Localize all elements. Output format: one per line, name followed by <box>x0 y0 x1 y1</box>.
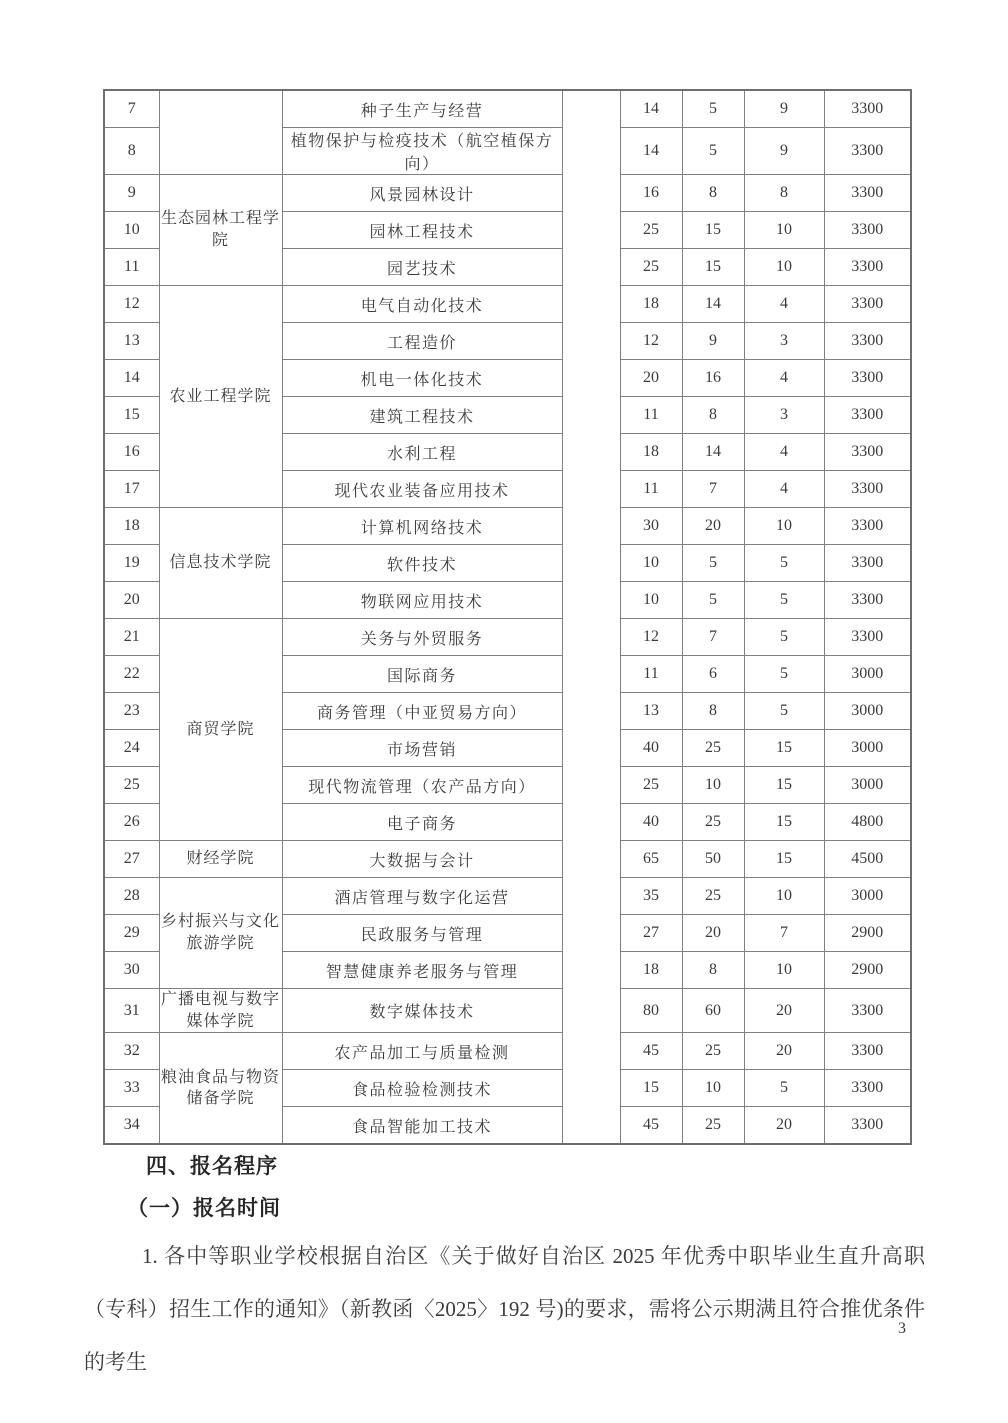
num-cell-3: 5 <box>744 656 824 693</box>
num-cell-1: 10 <box>620 582 682 619</box>
num-cell-4: 2900 <box>824 952 911 989</box>
row-number-cell: 9 <box>104 175 159 212</box>
num-cell-4: 3300 <box>824 471 911 508</box>
num-cell-3: 5 <box>744 619 824 656</box>
num-cell-2: 15 <box>682 212 744 249</box>
num-cell-3: 15 <box>744 841 824 878</box>
num-cell-4: 3300 <box>824 434 911 471</box>
num-cell-2: 8 <box>682 175 744 212</box>
major-cell: 大数据与会计 <box>282 841 562 878</box>
num-cell-4: 4800 <box>824 804 911 841</box>
num-cell-1: 10 <box>620 545 682 582</box>
table-row <box>104 175 911 212</box>
num-cell-4: 3300 <box>824 90 911 128</box>
num-cell-3: 10 <box>744 952 824 989</box>
num-cell-3: 10 <box>744 508 824 545</box>
num-cell-2: 8 <box>682 952 744 989</box>
num-cell-3: 3 <box>744 323 824 360</box>
college-cell: 乡村振兴与文化旅游学院 <box>159 878 282 989</box>
major-cell: 数字媒体技术 <box>282 989 562 1033</box>
num-cell-1: 25 <box>620 212 682 249</box>
num-cell-3: 5 <box>744 582 824 619</box>
num-cell-1: 45 <box>620 1033 682 1070</box>
num-cell-4: 3300 <box>824 323 911 360</box>
num-cell-1: 65 <box>620 841 682 878</box>
num-cell-3: 15 <box>744 804 824 841</box>
major-cell: 植物保护与检疫技术（航空植保方向） <box>282 128 562 175</box>
major-cell: 园林工程技术 <box>282 212 562 249</box>
num-cell-3: 3 <box>744 397 824 434</box>
num-cell-1: 18 <box>620 286 682 323</box>
num-cell-2: 25 <box>682 1033 744 1070</box>
num-cell-2: 25 <box>682 1107 744 1145</box>
num-cell-3: 10 <box>744 249 824 286</box>
num-cell-4: 3000 <box>824 656 911 693</box>
row-number-cell: 25 <box>104 767 159 804</box>
major-cell: 民政服务与管理 <box>282 915 562 952</box>
row-number-cell: 34 <box>104 1107 159 1145</box>
row-number-cell: 11 <box>104 249 159 286</box>
row-number-cell: 33 <box>104 1070 159 1107</box>
table-row <box>104 90 911 128</box>
major-cell: 电子商务 <box>282 804 562 841</box>
major-cell: 种子生产与经营 <box>282 90 562 128</box>
num-cell-4: 3000 <box>824 878 911 915</box>
num-cell-4: 3000 <box>824 767 911 804</box>
row-number-cell: 19 <box>104 545 159 582</box>
enrollment-table <box>103 89 912 1145</box>
num-cell-2: 8 <box>682 693 744 730</box>
num-cell-1: 15 <box>620 1070 682 1107</box>
num-cell-2: 5 <box>682 128 744 175</box>
num-cell-4: 3300 <box>824 582 911 619</box>
num-cell-2: 14 <box>682 434 744 471</box>
spacer-cell <box>562 90 620 1144</box>
major-cell: 建筑工程技术 <box>282 397 562 434</box>
major-cell: 计算机网络技术 <box>282 508 562 545</box>
num-cell-2: 6 <box>682 656 744 693</box>
row-number-cell: 27 <box>104 841 159 878</box>
num-cell-4: 3300 <box>824 1070 911 1107</box>
num-cell-2: 5 <box>682 545 744 582</box>
num-cell-4: 3300 <box>824 175 911 212</box>
num-cell-4: 3300 <box>824 128 911 175</box>
row-number-cell: 21 <box>104 619 159 656</box>
major-cell: 园艺技术 <box>282 249 562 286</box>
num-cell-2: 8 <box>682 397 744 434</box>
major-cell: 酒店管理与数字化运营 <box>282 878 562 915</box>
major-cell: 软件技术 <box>282 545 562 582</box>
num-cell-4: 3300 <box>824 397 911 434</box>
num-cell-3: 4 <box>744 434 824 471</box>
num-cell-1: 40 <box>620 804 682 841</box>
num-cell-2: 5 <box>682 582 744 619</box>
num-cell-4: 3000 <box>824 730 911 767</box>
num-cell-2: 15 <box>682 249 744 286</box>
num-cell-2: 25 <box>682 730 744 767</box>
row-number-cell: 16 <box>104 434 159 471</box>
num-cell-2: 60 <box>682 989 744 1033</box>
major-cell: 农产品加工与质量检测 <box>282 1033 562 1070</box>
num-cell-1: 35 <box>620 878 682 915</box>
num-cell-4: 3300 <box>824 212 911 249</box>
num-cell-1: 27 <box>620 915 682 952</box>
table-row <box>104 878 911 915</box>
num-cell-2: 7 <box>682 471 744 508</box>
num-cell-2: 14 <box>682 286 744 323</box>
major-cell: 现代物流管理（农产品方向） <box>282 767 562 804</box>
college-cell: 商贸学院 <box>159 619 282 841</box>
num-cell-1: 25 <box>620 767 682 804</box>
num-cell-2: 10 <box>682 1070 744 1107</box>
row-number-cell: 32 <box>104 1033 159 1070</box>
num-cell-4: 3300 <box>824 1033 911 1070</box>
num-cell-3: 15 <box>744 767 824 804</box>
major-cell: 食品检验检测技术 <box>282 1070 562 1107</box>
row-number-cell: 29 <box>104 915 159 952</box>
num-cell-3: 5 <box>744 545 824 582</box>
num-cell-3: 7 <box>744 915 824 952</box>
page-number: 3 <box>898 1320 906 1337</box>
enrollment-table-body <box>104 90 911 1144</box>
num-cell-2: 16 <box>682 360 744 397</box>
college-cell: 粮油食品与物资储备学院 <box>159 1033 282 1145</box>
num-cell-1: 12 <box>620 619 682 656</box>
num-cell-4: 3300 <box>824 286 911 323</box>
num-cell-1: 11 <box>620 656 682 693</box>
table-row <box>104 619 911 656</box>
num-cell-1: 45 <box>620 1107 682 1145</box>
num-cell-2: 9 <box>682 323 744 360</box>
subsection-heading: （一）报名时间 <box>127 1197 281 1220</box>
num-cell-4: 3300 <box>824 249 911 286</box>
row-number-cell: 28 <box>104 878 159 915</box>
num-cell-2: 5 <box>682 90 744 128</box>
num-cell-4: 3300 <box>824 989 911 1033</box>
row-number-cell: 15 <box>104 397 159 434</box>
num-cell-2: 20 <box>682 508 744 545</box>
college-cell: 生态园林工程学院 <box>159 175 282 286</box>
row-number-cell: 8 <box>104 128 159 175</box>
major-cell: 物联网应用技术 <box>282 582 562 619</box>
num-cell-1: 12 <box>620 323 682 360</box>
row-number-cell: 26 <box>104 804 159 841</box>
major-cell: 食品智能加工技术 <box>282 1107 562 1145</box>
num-cell-3: 20 <box>744 1033 824 1070</box>
num-cell-2: 7 <box>682 619 744 656</box>
num-cell-3: 4 <box>744 360 824 397</box>
num-cell-1: 18 <box>620 952 682 989</box>
num-cell-1: 18 <box>620 434 682 471</box>
row-number-cell: 13 <box>104 323 159 360</box>
num-cell-4: 3300 <box>824 508 911 545</box>
major-cell: 电气自动化技术 <box>282 286 562 323</box>
major-cell: 市场营销 <box>282 730 562 767</box>
table-row <box>104 508 911 545</box>
num-cell-4: 3300 <box>824 1107 911 1145</box>
num-cell-3: 5 <box>744 693 824 730</box>
row-number-cell: 18 <box>104 508 159 545</box>
major-cell: 现代农业装备应用技术 <box>282 471 562 508</box>
row-number-cell: 30 <box>104 952 159 989</box>
row-number-cell: 24 <box>104 730 159 767</box>
num-cell-1: 11 <box>620 471 682 508</box>
num-cell-1: 30 <box>620 508 682 545</box>
num-cell-4: 4500 <box>824 841 911 878</box>
college-cell: 信息技术学院 <box>159 508 282 619</box>
table-row <box>104 989 911 1033</box>
college-cell: 农业工程学院 <box>159 286 282 508</box>
section-heading: 四、报名程序 <box>146 1155 278 1178</box>
num-cell-1: 25 <box>620 249 682 286</box>
num-cell-3: 5 <box>744 1070 824 1107</box>
num-cell-1: 80 <box>620 989 682 1033</box>
num-cell-4: 3300 <box>824 545 911 582</box>
num-cell-1: 13 <box>620 693 682 730</box>
num-cell-2: 50 <box>682 841 744 878</box>
major-cell: 水利工程 <box>282 434 562 471</box>
major-cell: 智慧健康养老服务与管理 <box>282 952 562 989</box>
num-cell-1: 14 <box>620 90 682 128</box>
num-cell-4: 2900 <box>824 915 911 952</box>
row-number-cell: 12 <box>104 286 159 323</box>
row-number-cell: 23 <box>104 693 159 730</box>
num-cell-3: 10 <box>744 878 824 915</box>
num-cell-4: 3300 <box>824 360 911 397</box>
num-cell-2: 25 <box>682 804 744 841</box>
num-cell-3: 9 <box>744 128 824 175</box>
major-cell: 国际商务 <box>282 656 562 693</box>
college-cell: 财经学院 <box>159 841 282 878</box>
table-row <box>104 841 911 878</box>
num-cell-4: 3000 <box>824 693 911 730</box>
num-cell-1: 16 <box>620 175 682 212</box>
college-cell: 广播电视与数字媒体学院 <box>159 989 282 1033</box>
table-row <box>104 1033 911 1070</box>
num-cell-3: 4 <box>744 286 824 323</box>
row-number-cell: 10 <box>104 212 159 249</box>
num-cell-1: 11 <box>620 397 682 434</box>
row-number-cell: 14 <box>104 360 159 397</box>
num-cell-2: 10 <box>682 767 744 804</box>
num-cell-1: 40 <box>620 730 682 767</box>
num-cell-2: 20 <box>682 915 744 952</box>
major-cell: 商务管理（中亚贸易方向） <box>282 693 562 730</box>
major-cell: 工程造价 <box>282 323 562 360</box>
body-paragraph: 1. 各中等职业学校根据自治区《关于做好自治区 2025 年优秀中职毕业生直升高职（专科）招生工作的通知》（新教函〈2025〉192 号)的要求，需将公示期满且符合推优条件的考生 <box>84 1244 925 1374</box>
major-cell: 风景园林设计 <box>282 175 562 212</box>
num-cell-3: 20 <box>744 989 824 1033</box>
row-number-cell: 20 <box>104 582 159 619</box>
num-cell-3: 20 <box>744 1107 824 1145</box>
num-cell-1: 20 <box>620 360 682 397</box>
row-number-cell: 31 <box>104 989 159 1033</box>
num-cell-3: 10 <box>744 212 824 249</box>
num-cell-3: 8 <box>744 175 824 212</box>
num-cell-3: 4 <box>744 471 824 508</box>
num-cell-1: 14 <box>620 128 682 175</box>
num-cell-3: 9 <box>744 90 824 128</box>
num-cell-2: 25 <box>682 878 744 915</box>
num-cell-4: 3300 <box>824 619 911 656</box>
row-number-cell: 17 <box>104 471 159 508</box>
num-cell-3: 15 <box>744 730 824 767</box>
college-cell <box>159 90 282 175</box>
major-cell: 机电一体化技术 <box>282 360 562 397</box>
major-cell: 关务与外贸服务 <box>282 619 562 656</box>
row-number-cell: 22 <box>104 656 159 693</box>
row-number-cell: 7 <box>104 90 159 128</box>
table-row <box>104 286 911 323</box>
